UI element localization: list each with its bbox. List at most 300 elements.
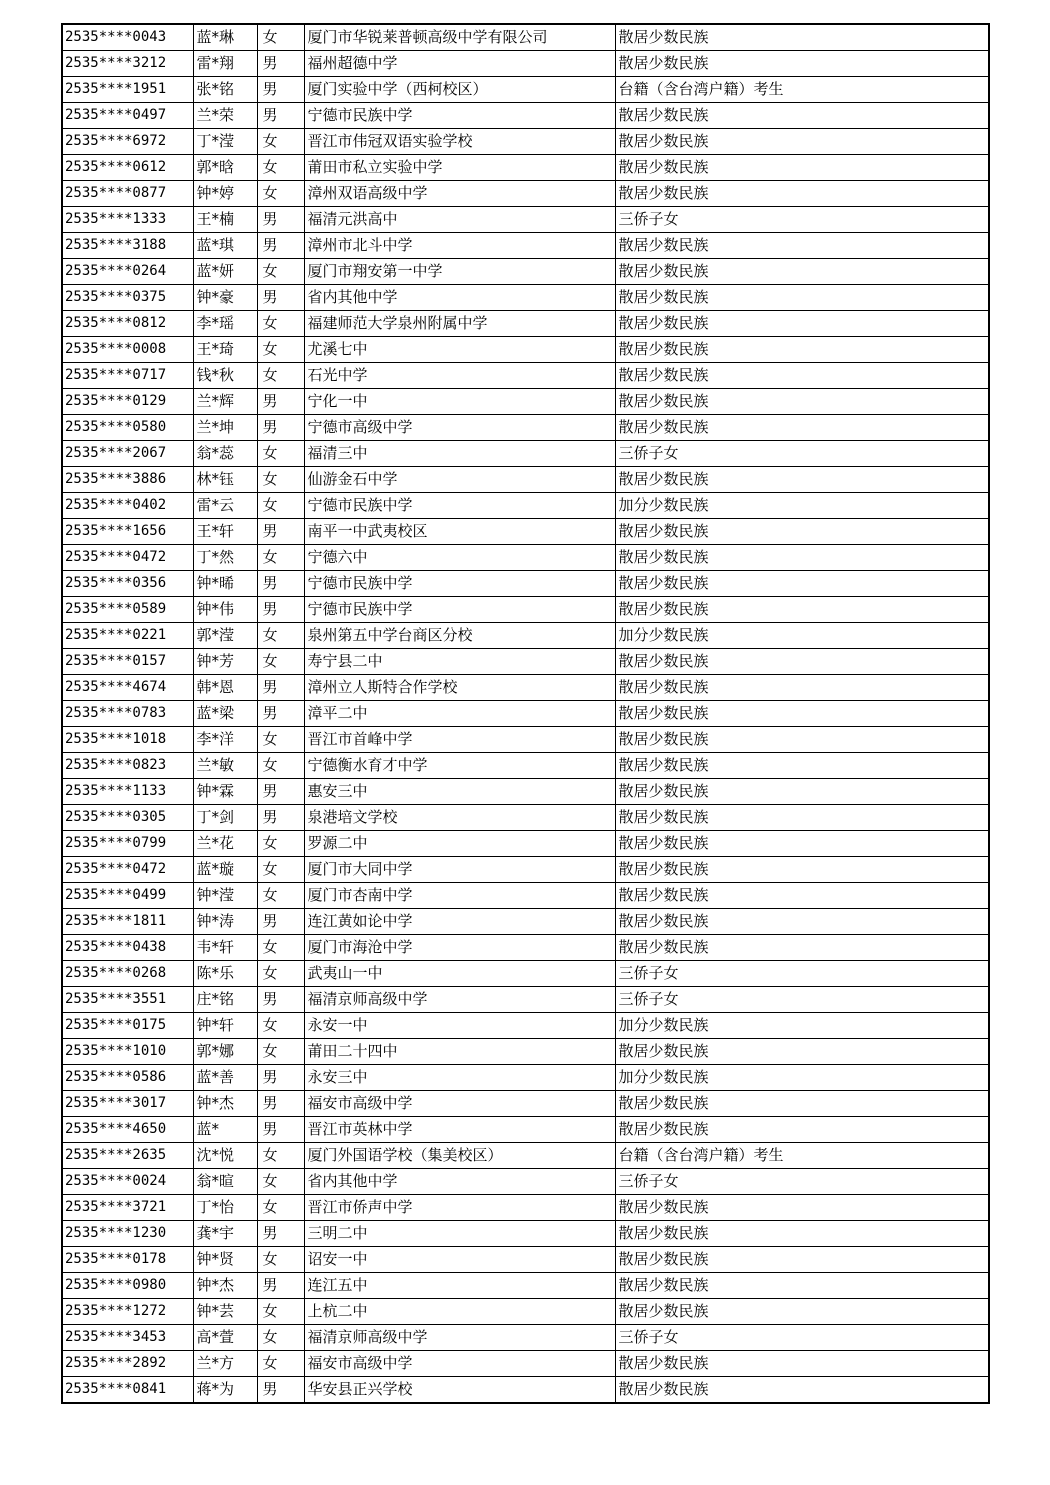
table-row [62, 285, 989, 311]
name-cell: 兰*花 [193, 831, 257, 857]
gender-cell: 男 [257, 1377, 304, 1404]
name-cell: 钟*芳 [193, 649, 257, 675]
name-cell: 王*轩 [193, 519, 257, 545]
table-row [62, 1273, 989, 1299]
name-cell: 雷*翔 [193, 51, 257, 77]
name-cell: 钟*涛 [193, 909, 257, 935]
candidate-id-cell: 2535****0221 [62, 623, 193, 649]
name-cell: 李*瑶 [193, 311, 257, 337]
candidate-id-cell: 2535****0402 [62, 493, 193, 519]
name-cell: 翁*暄 [193, 1169, 257, 1195]
candidate-id-cell: 2535****0589 [62, 597, 193, 623]
table-row [62, 1065, 989, 1091]
name-cell: 韦*轩 [193, 935, 257, 961]
table-row [62, 259, 989, 285]
category-cell: 散居少数民族 [615, 1377, 989, 1404]
school-cell: 漳州市北斗中学 [304, 233, 615, 259]
school-cell: 莆田二十四中 [304, 1039, 615, 1065]
table-row [62, 129, 989, 155]
table-row [62, 77, 989, 103]
name-cell: 钟*贤 [193, 1247, 257, 1273]
name-cell: 丁*剑 [193, 805, 257, 831]
school-cell: 永安一中 [304, 1013, 615, 1039]
table-row [62, 493, 989, 519]
table-row [62, 24, 989, 51]
candidate-id-cell: 2535****0980 [62, 1273, 193, 1299]
gender-cell: 女 [257, 857, 304, 883]
table-row [62, 1169, 989, 1195]
category-cell: 台籍（含台湾户籍）考生 [615, 77, 989, 103]
roster-table-body [62, 24, 989, 1403]
school-cell: 泉港培文学校 [304, 805, 615, 831]
category-cell: 散居少数民族 [615, 181, 989, 207]
gender-cell: 女 [257, 1351, 304, 1377]
candidate-id-cell: 2535****0178 [62, 1247, 193, 1273]
category-cell: 散居少数民族 [615, 415, 989, 441]
category-cell: 散居少数民族 [615, 1117, 989, 1143]
candidate-id-cell: 2535****1018 [62, 727, 193, 753]
gender-cell: 男 [257, 1273, 304, 1299]
gender-cell: 女 [257, 961, 304, 987]
school-cell: 寿宁县二中 [304, 649, 615, 675]
table-row [62, 1377, 989, 1404]
gender-cell: 女 [257, 493, 304, 519]
table-row [62, 883, 989, 909]
school-cell: 宁德市民族中学 [304, 493, 615, 519]
candidate-id-cell: 2535****0438 [62, 935, 193, 961]
table-row [62, 441, 989, 467]
name-cell: 蓝*璇 [193, 857, 257, 883]
gender-cell: 男 [257, 805, 304, 831]
category-cell: 散居少数民族 [615, 779, 989, 805]
gender-cell: 男 [257, 207, 304, 233]
candidate-id-cell: 2535****1951 [62, 77, 193, 103]
category-cell: 散居少数民族 [615, 285, 989, 311]
gender-cell: 男 [257, 701, 304, 727]
category-cell: 加分少数民族 [615, 1065, 989, 1091]
table-row [62, 1013, 989, 1039]
school-cell: 厦门市海沧中学 [304, 935, 615, 961]
gender-cell: 女 [257, 129, 304, 155]
school-cell: 晋江市伟冠双语实验学校 [304, 129, 615, 155]
name-cell: 钟*豪 [193, 285, 257, 311]
category-cell: 三侨子女 [615, 987, 989, 1013]
candidate-id-cell: 2535****3212 [62, 51, 193, 77]
school-cell: 宁德六中 [304, 545, 615, 571]
category-cell: 散居少数民族 [615, 103, 989, 129]
school-cell: 宁德衡水育才中学 [304, 753, 615, 779]
table-row [62, 649, 989, 675]
name-cell: 沈*悦 [193, 1143, 257, 1169]
school-cell: 连江黄如论中学 [304, 909, 615, 935]
candidate-id-cell: 2535****1272 [62, 1299, 193, 1325]
name-cell: 钟*霖 [193, 779, 257, 805]
candidate-id-cell: 2535****0823 [62, 753, 193, 779]
category-cell: 散居少数民族 [615, 883, 989, 909]
category-cell: 散居少数民族 [615, 545, 989, 571]
table-row [62, 961, 989, 987]
candidate-id-cell: 2535****2892 [62, 1351, 193, 1377]
name-cell: 王*琦 [193, 337, 257, 363]
name-cell: 韩*恩 [193, 675, 257, 701]
category-cell: 三侨子女 [615, 961, 989, 987]
name-cell: 钟*芸 [193, 1299, 257, 1325]
school-cell: 南平一中武夷校区 [304, 519, 615, 545]
name-cell: 翁*蕊 [193, 441, 257, 467]
category-cell: 散居少数民族 [615, 467, 989, 493]
candidate-id-cell: 2535****0264 [62, 259, 193, 285]
gender-cell: 男 [257, 1065, 304, 1091]
table-row [62, 1221, 989, 1247]
table-row [62, 935, 989, 961]
candidate-id-cell: 2535****4650 [62, 1117, 193, 1143]
candidate-id-cell: 2535****0472 [62, 857, 193, 883]
school-cell: 厦门市杏南中学 [304, 883, 615, 909]
candidate-id-cell: 2535****0783 [62, 701, 193, 727]
table-row [62, 1247, 989, 1273]
category-cell: 加分少数民族 [615, 623, 989, 649]
category-cell: 散居少数民族 [615, 1221, 989, 1247]
school-cell: 漳州立人斯特合作学校 [304, 675, 615, 701]
category-cell: 散居少数民族 [615, 155, 989, 181]
candidate-id-cell: 2535****0356 [62, 571, 193, 597]
table-row [62, 545, 989, 571]
category-cell: 散居少数民族 [615, 1351, 989, 1377]
gender-cell: 女 [257, 623, 304, 649]
category-cell: 散居少数民族 [615, 909, 989, 935]
name-cell: 丁*然 [193, 545, 257, 571]
gender-cell: 男 [257, 597, 304, 623]
candidate-id-cell: 2535****0497 [62, 103, 193, 129]
gender-cell: 男 [257, 909, 304, 935]
category-cell: 散居少数民族 [615, 597, 989, 623]
school-cell: 厦门市翔安第一中学 [304, 259, 615, 285]
gender-cell: 女 [257, 259, 304, 285]
gender-cell: 女 [257, 1195, 304, 1221]
category-cell: 散居少数民族 [615, 1039, 989, 1065]
gender-cell: 女 [257, 311, 304, 337]
school-cell: 莆田市私立实验中学 [304, 155, 615, 181]
name-cell: 钟*婷 [193, 181, 257, 207]
school-cell: 上杭二中 [304, 1299, 615, 1325]
category-cell: 散居少数民族 [615, 1299, 989, 1325]
gender-cell: 男 [257, 1221, 304, 1247]
category-cell: 散居少数民族 [615, 727, 989, 753]
table-row [62, 467, 989, 493]
name-cell: 陈*乐 [193, 961, 257, 987]
candidate-id-cell: 2535****0175 [62, 1013, 193, 1039]
category-cell: 散居少数民族 [615, 805, 989, 831]
gender-cell: 女 [257, 935, 304, 961]
gender-cell: 女 [257, 24, 304, 51]
school-cell: 诏安一中 [304, 1247, 615, 1273]
table-row [62, 727, 989, 753]
category-cell: 台籍（含台湾户籍）考生 [615, 1143, 989, 1169]
table-row [62, 1351, 989, 1377]
name-cell: 高*萱 [193, 1325, 257, 1351]
gender-cell: 男 [257, 51, 304, 77]
table-row [62, 363, 989, 389]
name-cell: 钟*轩 [193, 1013, 257, 1039]
gender-cell: 男 [257, 77, 304, 103]
candidate-id-cell: 2535****2067 [62, 441, 193, 467]
candidate-id-cell: 2535****0877 [62, 181, 193, 207]
school-cell: 漳平二中 [304, 701, 615, 727]
school-cell: 武夷山一中 [304, 961, 615, 987]
candidate-id-cell: 2535****6972 [62, 129, 193, 155]
candidate-id-cell: 2535****3188 [62, 233, 193, 259]
category-cell: 散居少数民族 [615, 571, 989, 597]
table-row [62, 1325, 989, 1351]
table-row [62, 1117, 989, 1143]
name-cell: 郭*娜 [193, 1039, 257, 1065]
candidate-id-cell: 2535****0799 [62, 831, 193, 857]
category-cell: 散居少数民族 [615, 519, 989, 545]
category-cell: 散居少数民族 [615, 259, 989, 285]
gender-cell: 女 [257, 883, 304, 909]
school-cell: 福清三中 [304, 441, 615, 467]
gender-cell: 女 [257, 1247, 304, 1273]
school-cell: 宁德市民族中学 [304, 103, 615, 129]
category-cell: 加分少数民族 [615, 493, 989, 519]
gender-cell: 女 [257, 831, 304, 857]
category-cell: 散居少数民族 [615, 1247, 989, 1273]
gender-cell: 男 [257, 675, 304, 701]
name-cell: 龚*宇 [193, 1221, 257, 1247]
gender-cell: 女 [257, 649, 304, 675]
school-cell: 福安市高级中学 [304, 1091, 615, 1117]
school-cell: 晋江市英林中学 [304, 1117, 615, 1143]
table-row [62, 701, 989, 727]
table-row [62, 207, 989, 233]
school-cell: 福清京师高级中学 [304, 1325, 615, 1351]
table-row [62, 597, 989, 623]
candidate-id-cell: 2535****1133 [62, 779, 193, 805]
name-cell: 钟*伟 [193, 597, 257, 623]
table-row [62, 779, 989, 805]
category-cell: 散居少数民族 [615, 389, 989, 415]
school-cell: 宁化一中 [304, 389, 615, 415]
gender-cell: 女 [257, 1039, 304, 1065]
school-cell: 漳州双语高级中学 [304, 181, 615, 207]
school-cell: 惠安三中 [304, 779, 615, 805]
gender-cell: 女 [257, 753, 304, 779]
category-cell: 散居少数民族 [615, 337, 989, 363]
category-cell: 散居少数民族 [615, 233, 989, 259]
table-row [62, 519, 989, 545]
candidate-id-cell: 2535****0305 [62, 805, 193, 831]
table-row [62, 181, 989, 207]
table-row [62, 389, 989, 415]
school-cell: 石光中学 [304, 363, 615, 389]
candidate-id-cell: 2535****4674 [62, 675, 193, 701]
candidate-id-cell: 2535****1656 [62, 519, 193, 545]
school-cell: 省内其他中学 [304, 285, 615, 311]
candidate-id-cell: 2535****0841 [62, 1377, 193, 1404]
name-cell: 林*钰 [193, 467, 257, 493]
candidate-id-cell: 2535****3721 [62, 1195, 193, 1221]
candidate-id-cell: 2535****3453 [62, 1325, 193, 1351]
gender-cell: 女 [257, 363, 304, 389]
school-cell: 晋江市侨声中学 [304, 1195, 615, 1221]
table-row [62, 103, 989, 129]
table-row [62, 1039, 989, 1065]
gender-cell: 男 [257, 571, 304, 597]
gender-cell: 男 [257, 779, 304, 805]
category-cell: 三侨子女 [615, 1325, 989, 1351]
candidate-id-cell: 2535****0375 [62, 285, 193, 311]
school-cell: 厦门市大同中学 [304, 857, 615, 883]
school-cell: 尤溪七中 [304, 337, 615, 363]
candidate-id-cell: 2535****3551 [62, 987, 193, 1013]
gender-cell: 女 [257, 337, 304, 363]
gender-cell: 女 [257, 155, 304, 181]
candidate-id-cell: 2535****0157 [62, 649, 193, 675]
name-cell: 兰*荣 [193, 103, 257, 129]
school-cell: 三明二中 [304, 1221, 615, 1247]
table-row [62, 233, 989, 259]
name-cell: 蓝*妍 [193, 259, 257, 285]
gender-cell: 男 [257, 1091, 304, 1117]
candidate-id-cell: 2535****1811 [62, 909, 193, 935]
gender-cell: 男 [257, 285, 304, 311]
gender-cell: 女 [257, 1013, 304, 1039]
category-cell: 三侨子女 [615, 1169, 989, 1195]
school-cell: 连江五中 [304, 1273, 615, 1299]
category-cell: 散居少数民族 [615, 24, 989, 51]
category-cell: 散居少数民族 [615, 675, 989, 701]
table-row [62, 1091, 989, 1117]
gender-cell: 男 [257, 1117, 304, 1143]
school-cell: 省内其他中学 [304, 1169, 615, 1195]
school-cell: 福清京师高级中学 [304, 987, 615, 1013]
category-cell: 散居少数民族 [615, 649, 989, 675]
name-cell: 蓝*琳 [193, 24, 257, 51]
table-row [62, 1195, 989, 1221]
name-cell: 兰*敏 [193, 753, 257, 779]
candidate-id-cell: 2535****0586 [62, 1065, 193, 1091]
name-cell: 蓝* [193, 1117, 257, 1143]
school-cell: 厦门外国语学校（集美校区） [304, 1143, 615, 1169]
name-cell: 丁*滢 [193, 129, 257, 155]
table-row [62, 909, 989, 935]
school-cell: 永安三中 [304, 1065, 615, 1091]
table-row [62, 805, 989, 831]
school-cell: 福州超德中学 [304, 51, 615, 77]
name-cell: 郭*滢 [193, 623, 257, 649]
gender-cell: 女 [257, 1299, 304, 1325]
candidate-id-cell: 2535****0268 [62, 961, 193, 987]
category-cell: 散居少数民族 [615, 935, 989, 961]
school-cell: 福安市高级中学 [304, 1351, 615, 1377]
name-cell: 钟*滢 [193, 883, 257, 909]
candidate-id-cell: 2535****3017 [62, 1091, 193, 1117]
name-cell: 蓝*梁 [193, 701, 257, 727]
table-row [62, 753, 989, 779]
category-cell: 散居少数民族 [615, 753, 989, 779]
name-cell: 庄*铭 [193, 987, 257, 1013]
category-cell: 散居少数民族 [615, 1273, 989, 1299]
name-cell: 兰*坤 [193, 415, 257, 441]
category-cell: 加分少数民族 [615, 1013, 989, 1039]
gender-cell: 男 [257, 103, 304, 129]
school-cell: 厦门市华锐莱普顿高级中学有限公司 [304, 24, 615, 51]
candidate-id-cell: 2535****0580 [62, 415, 193, 441]
table-row [62, 987, 989, 1013]
category-cell: 散居少数民族 [615, 857, 989, 883]
candidate-id-cell: 2535****0008 [62, 337, 193, 363]
candidate-id-cell: 2535****0812 [62, 311, 193, 337]
name-cell: 钟*杰 [193, 1273, 257, 1299]
table-row [62, 831, 989, 857]
candidate-id-cell: 2535****0717 [62, 363, 193, 389]
table-row [62, 51, 989, 77]
category-cell: 散居少数民族 [615, 51, 989, 77]
school-cell: 厦门实验中学（西柯校区） [304, 77, 615, 103]
school-cell: 罗源二中 [304, 831, 615, 857]
name-cell: 蒋*为 [193, 1377, 257, 1404]
gender-cell: 女 [257, 181, 304, 207]
candidate-id-cell: 2535****2635 [62, 1143, 193, 1169]
candidate-id-cell: 2535****1010 [62, 1039, 193, 1065]
name-cell: 兰*方 [193, 1351, 257, 1377]
gender-cell: 男 [257, 519, 304, 545]
school-cell: 仙游金石中学 [304, 467, 615, 493]
gender-cell: 女 [257, 1143, 304, 1169]
candidate-id-cell: 2535****1230 [62, 1221, 193, 1247]
school-cell: 宁德市民族中学 [304, 597, 615, 623]
name-cell: 钟*晞 [193, 571, 257, 597]
roster-table [61, 23, 990, 1404]
table-row [62, 311, 989, 337]
school-cell: 泉州第五中学台商区分校 [304, 623, 615, 649]
table-row [62, 675, 989, 701]
candidate-id-cell: 2535****0472 [62, 545, 193, 571]
table-row [62, 623, 989, 649]
name-cell: 王*楠 [193, 207, 257, 233]
table-row [62, 337, 989, 363]
category-cell: 散居少数民族 [615, 1195, 989, 1221]
name-cell: 钱*秋 [193, 363, 257, 389]
table-row [62, 1143, 989, 1169]
gender-cell: 女 [257, 1169, 304, 1195]
gender-cell: 女 [257, 545, 304, 571]
table-row [62, 415, 989, 441]
name-cell: 兰*辉 [193, 389, 257, 415]
gender-cell: 男 [257, 389, 304, 415]
school-cell: 晋江市首峰中学 [304, 727, 615, 753]
candidate-id-cell: 2535****1333 [62, 207, 193, 233]
gender-cell: 女 [257, 467, 304, 493]
table-row [62, 155, 989, 181]
gender-cell: 女 [257, 441, 304, 467]
category-cell: 散居少数民族 [615, 831, 989, 857]
school-cell: 宁德市民族中学 [304, 571, 615, 597]
name-cell: 丁*怡 [193, 1195, 257, 1221]
category-cell: 散居少数民族 [615, 129, 989, 155]
table-row [62, 1299, 989, 1325]
category-cell: 散居少数民族 [615, 311, 989, 337]
table-row [62, 857, 989, 883]
candidate-id-cell: 2535****0043 [62, 24, 193, 51]
gender-cell: 男 [257, 233, 304, 259]
candidate-id-cell: 2535****0612 [62, 155, 193, 181]
name-cell: 钟*杰 [193, 1091, 257, 1117]
name-cell: 李*洋 [193, 727, 257, 753]
name-cell: 蓝*善 [193, 1065, 257, 1091]
table-row [62, 571, 989, 597]
category-cell: 散居少数民族 [615, 1091, 989, 1117]
